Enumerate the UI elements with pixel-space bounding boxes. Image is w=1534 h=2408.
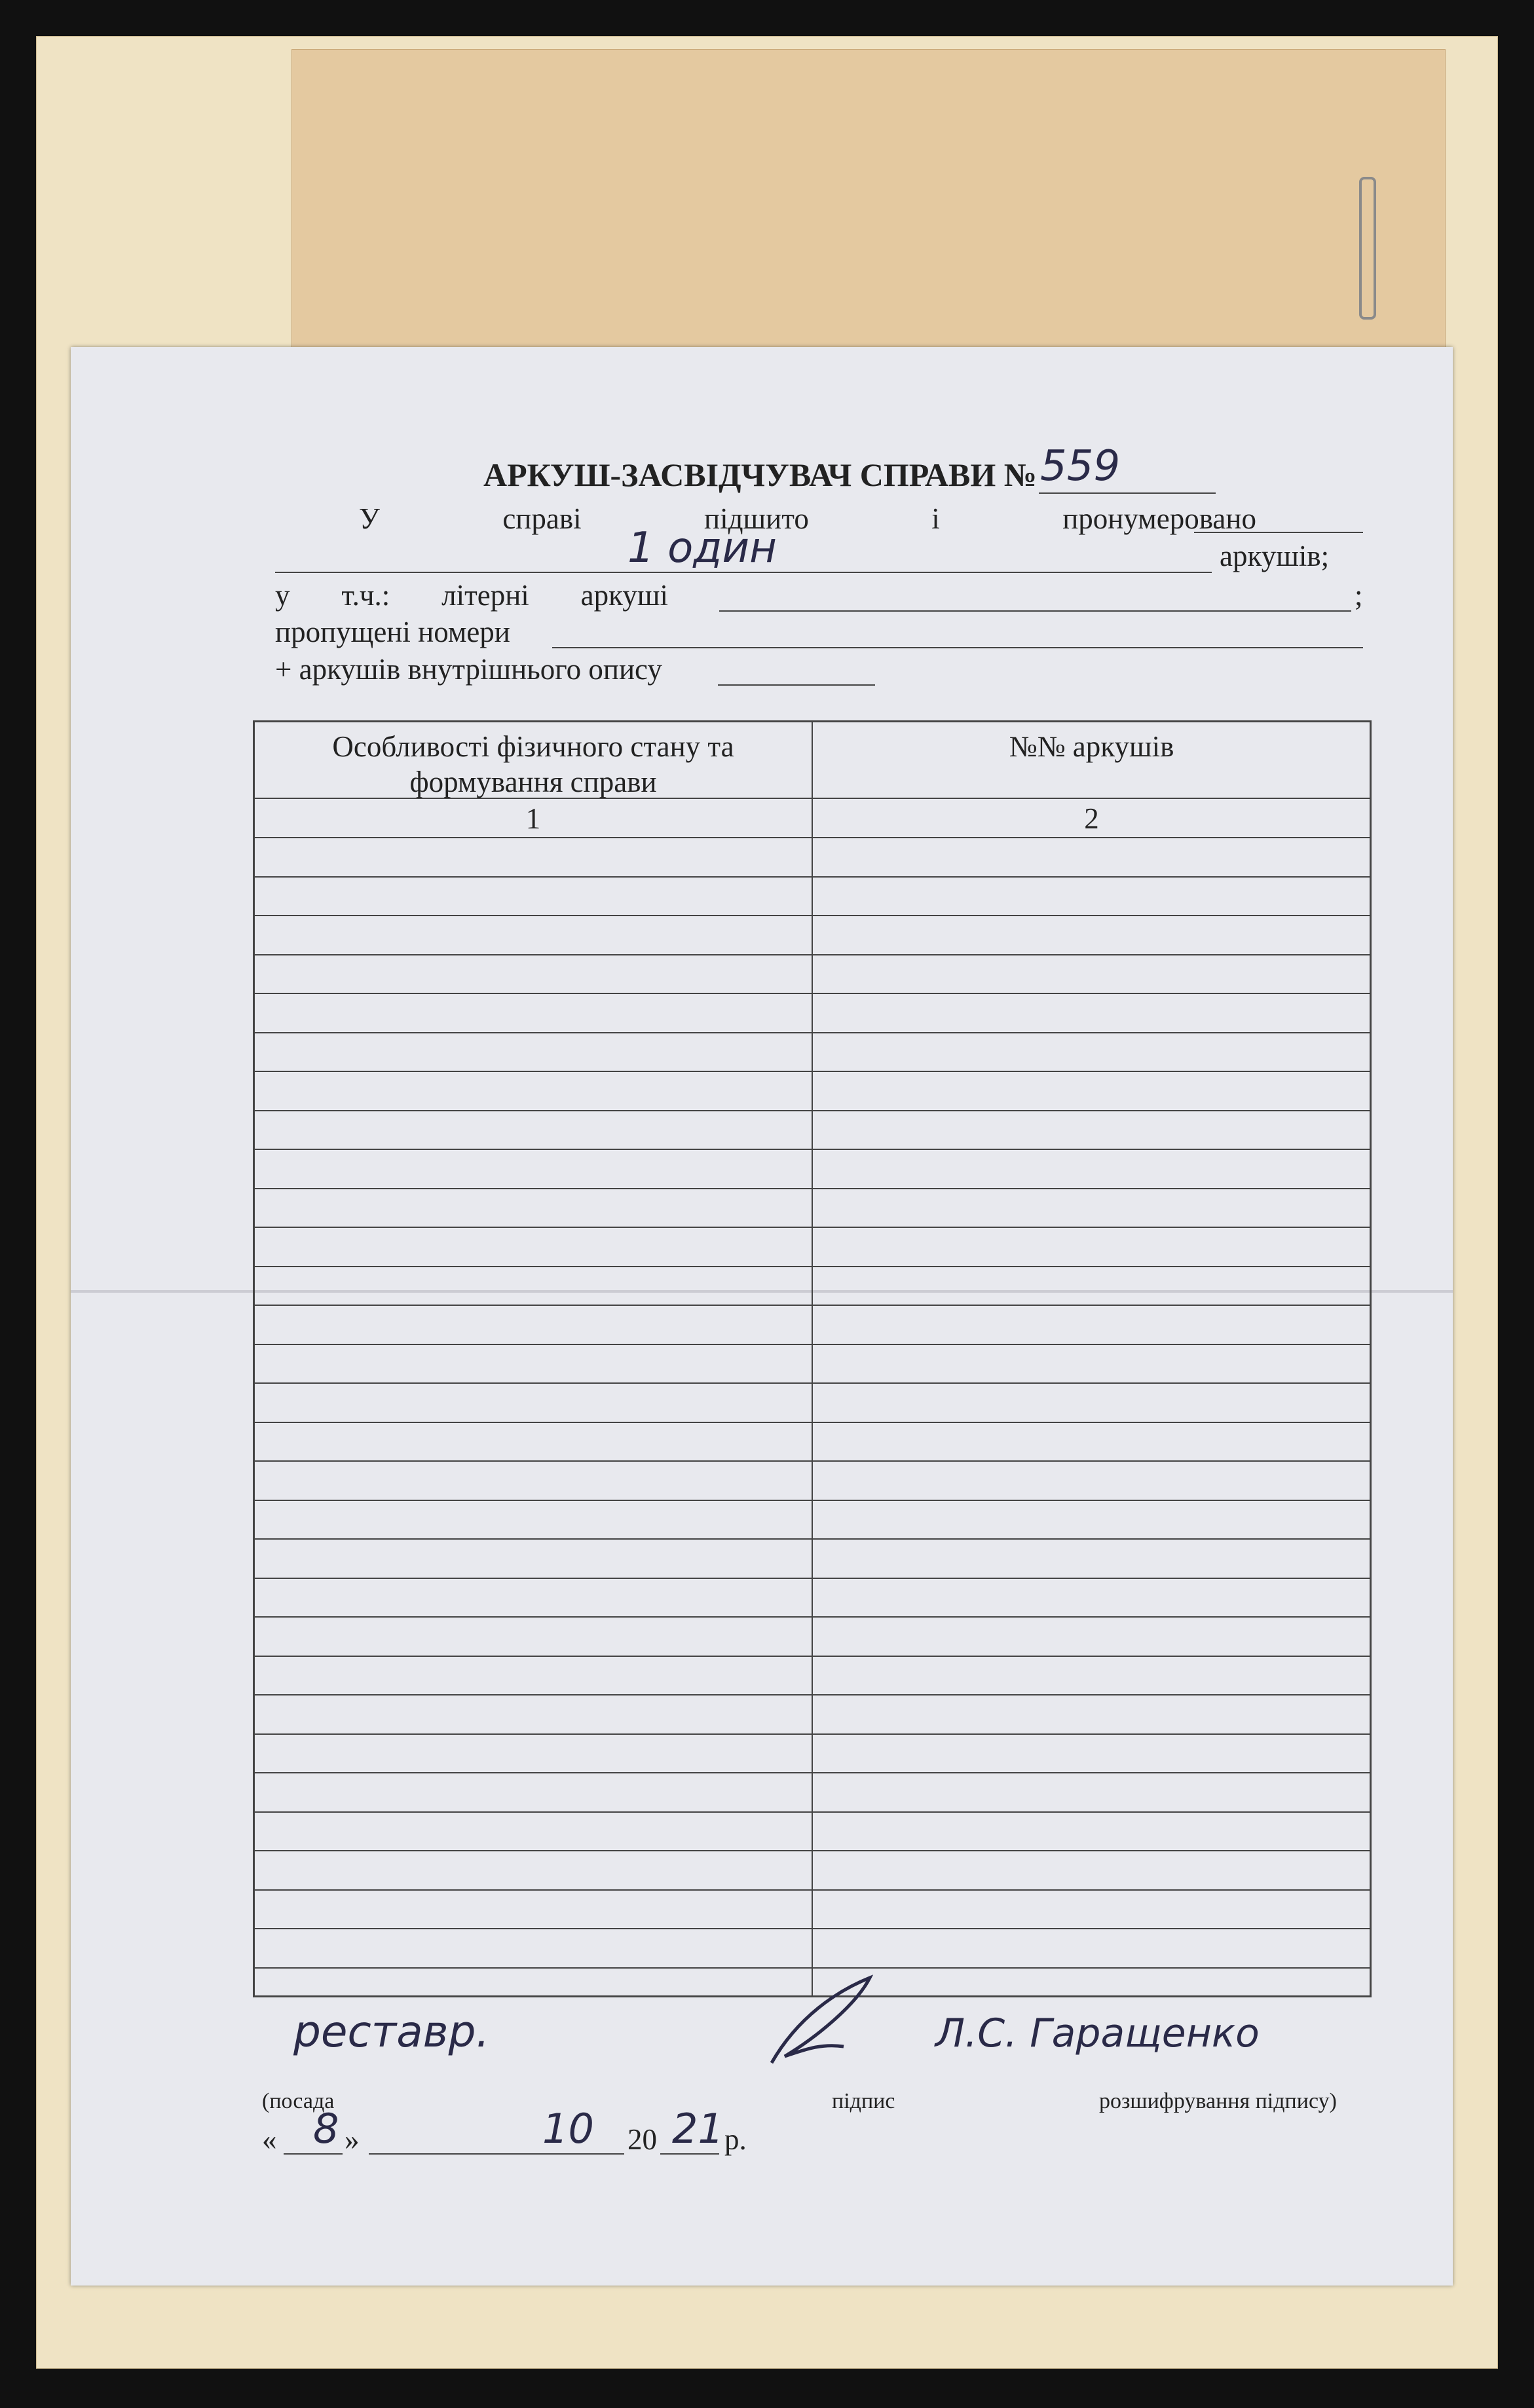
table-row-line <box>255 1188 1370 1189</box>
case-number: 559 <box>1040 442 1121 491</box>
table-row-line <box>255 1694 1370 1695</box>
table-row-line <box>255 1616 1370 1618</box>
table-header-condition: Особливості фізичного стану та формування справи <box>332 730 734 798</box>
table-row-line <box>255 915 1370 916</box>
line1-word1: У <box>359 502 380 535</box>
date-close-quote: » <box>345 2123 360 2156</box>
table-row-line <box>255 1266 1370 1267</box>
table-header-rule <box>255 798 1370 799</box>
inner-inventory-label: + аркушів внутрішнього опису <box>275 653 662 686</box>
table-row-line <box>255 1733 1370 1735</box>
table-row-line <box>255 1811 1370 1813</box>
table-row-line <box>255 1538 1370 1540</box>
line1-word3: підшито <box>704 502 809 535</box>
table-row-line <box>255 1305 1370 1306</box>
date-month: 10 <box>542 2105 594 2153</box>
line1-word4: і <box>931 502 940 535</box>
table-col1-number: 1 <box>525 802 541 835</box>
table-row-line <box>255 876 1370 878</box>
line3-word1: у <box>275 579 290 612</box>
sheets-count-line <box>275 572 1212 573</box>
table-row-line <box>255 1032 1370 1033</box>
date-day: 8 <box>313 2105 339 2153</box>
date-year-suffix: 21 <box>672 2105 724 2153</box>
signature-decoding-handwritten: Л.С. Гаращенко <box>935 2010 1260 2056</box>
table-row-line <box>255 1071 1370 1072</box>
table-row-line <box>255 1850 1370 1851</box>
inner-inventory-line <box>718 684 875 686</box>
table-row-line <box>255 1656 1370 1657</box>
line3-blank <box>719 610 1351 612</box>
line-stitched-numbered <box>359 504 1256 534</box>
table-row-line <box>255 993 1370 994</box>
skipped-numbers-label: пропущені номери <box>275 616 510 648</box>
table-row-line <box>255 1422 1370 1423</box>
line1-blank <box>1194 532 1363 533</box>
line1-word2: справі <box>502 502 582 535</box>
date-day-line <box>284 2153 343 2155</box>
date-year-line <box>660 2153 719 2155</box>
date-open-quote: « <box>262 2123 277 2156</box>
table-row-line <box>255 1149 1370 1150</box>
line3-word3: літерні <box>441 579 529 612</box>
date-month-line <box>369 2153 624 2155</box>
line3-end: ; <box>1355 579 1363 612</box>
table-row-line <box>255 1889 1370 1891</box>
certification-sheet <box>71 347 1453 2286</box>
table-row-line <box>255 1344 1370 1345</box>
table-row-line <box>255 1578 1370 1579</box>
table-row-line <box>255 1928 1370 1929</box>
table-row-line <box>255 1110 1370 1111</box>
line1-word5: пронумеровано <box>1062 502 1256 535</box>
line-lettered-sheets <box>275 581 668 610</box>
skipped-numbers-line <box>552 647 1363 648</box>
staple <box>1359 177 1376 320</box>
signature-label: підпис <box>832 2089 895 2113</box>
position-label: (посада <box>262 2089 335 2113</box>
date-year-end: р. <box>724 2123 747 2156</box>
signature-mark <box>758 1965 889 2076</box>
table-header-sheets: №№ аркушів <box>1009 730 1174 763</box>
position-handwritten: реставр. <box>293 2007 490 2057</box>
line3-word4: аркуші <box>580 579 668 612</box>
table-row-line <box>255 837 1370 838</box>
title-prefix: АРКУШ-ЗАСВІДЧУВАЧ СПРАВИ № <box>483 456 1038 493</box>
table-row-line <box>255 1227 1370 1228</box>
table-row-line <box>255 1382 1370 1384</box>
table-row-line <box>255 954 1370 955</box>
table-row-line <box>255 1460 1370 1462</box>
table-col2-number: 2 <box>1084 802 1099 835</box>
condition-table <box>253 720 1372 1997</box>
table-column-divider <box>812 722 813 1995</box>
table-row-line <box>255 1772 1370 1773</box>
sheets-count: 1 один <box>627 524 777 572</box>
decoding-label: розшифрування підпису) <box>1099 2089 1337 2113</box>
document-title <box>483 458 1037 491</box>
table-row-line <box>255 1500 1370 1501</box>
sheets-label: аркушів; <box>1220 540 1330 572</box>
date-year-prefix: 20 <box>627 2123 657 2156</box>
line3-word2: т.ч.: <box>341 579 390 612</box>
case-number-line <box>1039 492 1216 494</box>
folder-cover-flap <box>291 49 1446 391</box>
